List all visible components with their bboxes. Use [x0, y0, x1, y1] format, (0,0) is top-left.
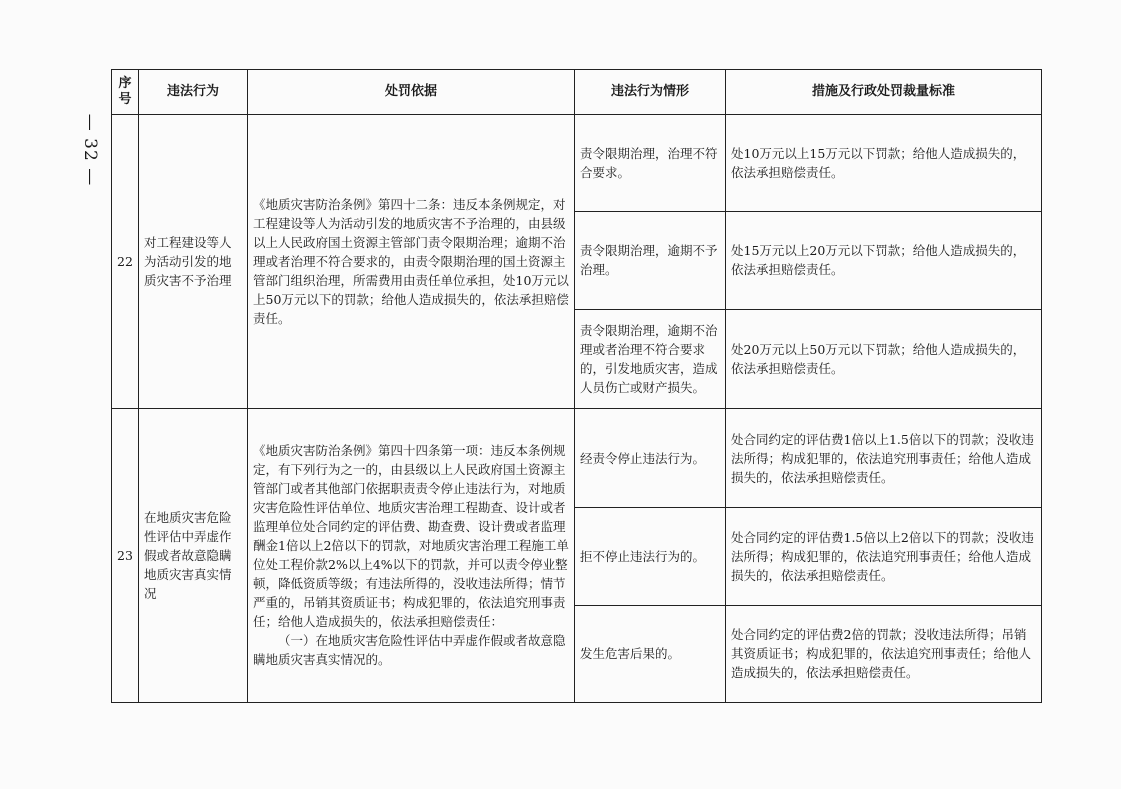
table-row — [112, 115, 1042, 212]
header-behavior: 违法行为 — [139, 70, 248, 115]
header-circumstance: 违法行为情形 — [575, 70, 726, 115]
row-23-basis-text: 《地质灾害防治条例》第四十四条第一项：违反本条例规定，有下列行为之一的，由县级以上人民政府国土资源主管部门或者其他部门依据职责责令停止违法行为，对地质灾害危险性评估单位、地质灾害治理工程勘查、设计或者监理单位处合同约定的评估费、勘查费、设计费或者监理酬金1倍以上2倍以下的罚款，对地质灾害治理工程施工单位处工程价款2%以上4%以下的罚款，并可以责令停业整顿，降低资质等级；有违法所得的，没收违法所得；情节严重的，吊销其资质证书；构成犯罪的，依法追究刑事责任；给他人造成损失的，依法承担赔偿责任： — [253, 443, 569, 630]
header-standard: 措施及行政处罚裁量标准 — [726, 70, 1042, 115]
header-basis: 处罚依据 — [248, 70, 575, 115]
row-22-case-3-circumstance: 责令限期治理，逾期不治理或者治理不符合要求的，引发地质灾害，造成人员伤亡或财产损失。 — [575, 309, 726, 408]
row-22-behavior: 对工程建设等人为活动引发的地质灾害不予治理 — [139, 115, 248, 409]
row-23-case-3-standard: 处合同约定的评估费2倍的罚款；没收违法所得；吊销其资质证书；构成犯罪的，依法追究刑事责任；给他人造成损失的，依法承担赔偿责任。 — [726, 605, 1042, 702]
row-22-seq: 22 — [112, 115, 139, 409]
row-22-case-1-standard: 处10万元以上15万元以下罚款；给他人造成损失的，依法承担赔偿责任。 — [726, 115, 1042, 212]
penalty-table — [111, 69, 1042, 703]
table-header-row — [112, 70, 1042, 115]
page-number-text: — 32 — — [80, 113, 101, 187]
row-23-case-1-standard: 处合同约定的评估费1倍以上1.5倍以下的罚款；没收违法所得；构成犯罪的，依法追究刑事责任；给他人造成损失的，依法承担赔偿责任。 — [726, 408, 1042, 507]
row-22-case-2-circumstance: 责令限期治理，逾期不予治理。 — [575, 212, 726, 309]
row-22-case-1-circumstance: 责令限期治理，治理不符合要求。 — [575, 115, 726, 212]
row-23-behavior: 在地质灾害危险性评估中弄虚作假或者故意隐瞒地质灾害真实情况 — [139, 408, 248, 702]
row-22-basis: 《地质灾害防治条例》第四十二条：违反本条例规定，对工程建设等人为活动引发的地质灾害不予治理的，由县级以上人民政府国土资源主管部门责令限期治理；逾期不治理或者治理不符合要求的，由责令限期治理的国土资源主管部门组织治理，所需费用由责任单位承担，处10万元以上50万元以下的罚款；给他人造成损失的，依法承担赔偿责任。 — [248, 115, 575, 409]
row-23-basis — [248, 408, 575, 702]
header-seq: 序号 — [112, 70, 139, 115]
row-22-case-3-standard: 处20万元以上50万元以下罚款；给他人造成损失的，依法承担赔偿责任。 — [726, 309, 1042, 408]
row-23-case-2-standard: 处合同约定的评估费1.5倍以上2倍以下的罚款；没收违法所得；构成犯罪的，依法追究刑事责任；给他人造成损失的，依法承担赔偿责任。 — [726, 508, 1042, 605]
page-number — [72, 110, 108, 190]
row-23-case-1-circumstance: 经责令停止违法行为。 — [575, 408, 726, 507]
row-23-basis-item: （一）在地质灾害危险性评估中弄虚作假或者故意隐瞒地质灾害真实情况的。 — [253, 633, 566, 668]
table-row — [112, 408, 1042, 507]
row-23-case-2-circumstance: 拒不停止违法行为的。 — [575, 508, 726, 605]
row-22-case-2-standard: 处15万元以上20万元以下罚款；给他人造成损失的，依法承担赔偿责任。 — [726, 212, 1042, 309]
row-23-seq: 23 — [112, 408, 139, 702]
row-23-case-3-circumstance: 发生危害后果的。 — [575, 605, 726, 702]
